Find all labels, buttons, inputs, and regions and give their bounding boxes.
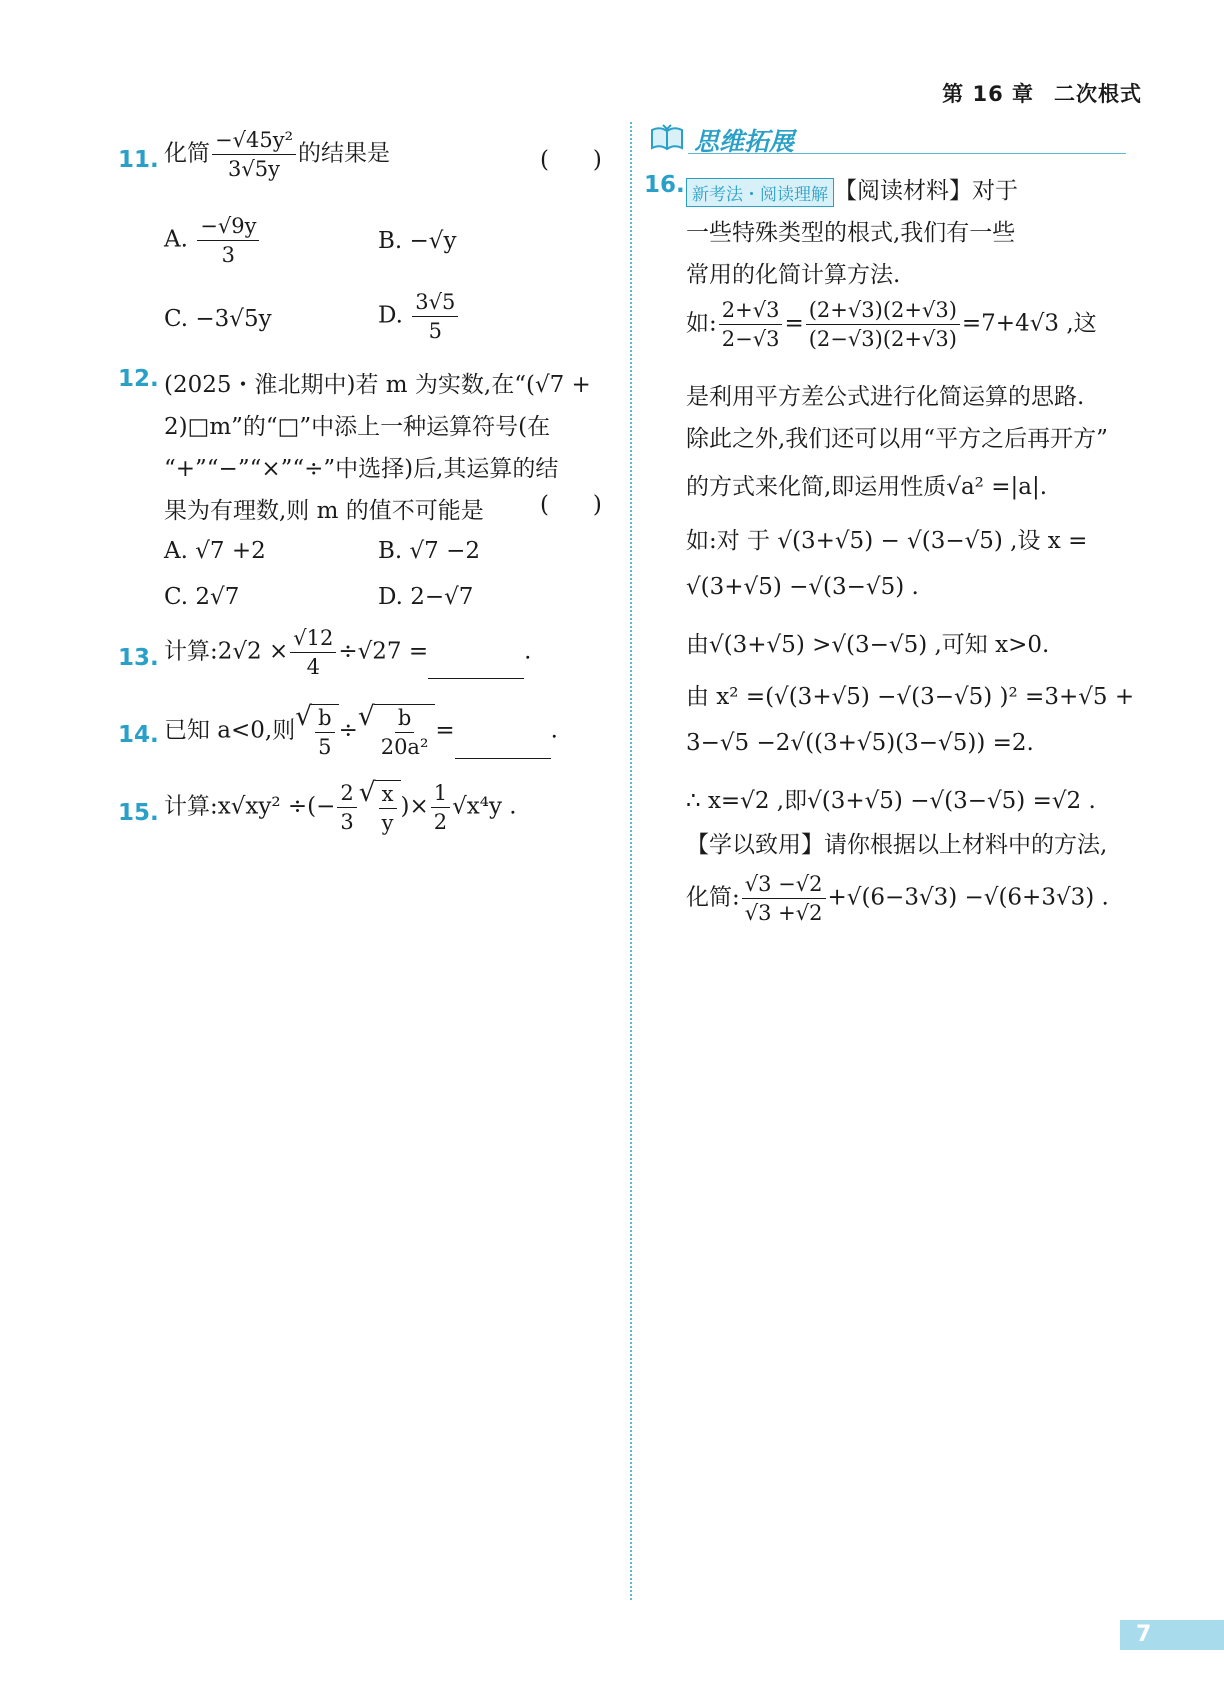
- fraction: [197, 214, 259, 267]
- denominator: √3 +√2: [744, 901, 823, 925]
- denominator: 4: [306, 655, 320, 679]
- stem-line: 果为有理数,则 m 的值不可能是: [164, 498, 484, 524]
- denominator: 5: [318, 735, 332, 759]
- stem-prefix: 已知 a<0,则: [164, 717, 296, 744]
- option-label: A.: [164, 538, 188, 564]
- denominator: 5: [428, 319, 442, 343]
- numerator: −√9y: [197, 214, 259, 241]
- denominator: (2−√3)(2+√3): [808, 327, 957, 351]
- stem-tail: =7+4√3 ,这: [961, 310, 1097, 337]
- option-text: −3√5y: [195, 306, 272, 332]
- answer-bracket: ( ): [540, 492, 602, 518]
- question-number: 13.: [118, 645, 159, 671]
- option-label: D.: [378, 584, 403, 610]
- numerator: √3 −√2: [742, 872, 826, 899]
- denominator: 3√5y: [228, 157, 280, 181]
- stem-line: 如:对 于 √(3+√5) − √(3−√5) ,设 x =: [686, 528, 1088, 554]
- stem-line: ∴ x=√2 ,即√(3+√5) −√(3−√5) =√2 .: [686, 788, 1096, 814]
- fraction: [806, 298, 960, 351]
- stem-line: 2)□m”的“□”中添上一种运算符号(在: [164, 414, 551, 440]
- numerator: 2+√3: [719, 298, 783, 325]
- stem-suffix: 的结果是: [297, 140, 390, 167]
- stem-line: 是利用平方差公式进行化简运算的思路.: [686, 384, 1085, 410]
- fraction: [315, 706, 334, 759]
- option-label: B.: [378, 538, 403, 564]
- chapter-title: 二次根式: [1054, 82, 1142, 106]
- section-header: [648, 122, 1136, 154]
- option-d: [378, 584, 473, 610]
- stem-line: 【学以致用】请你根据以上材料中的方法,: [686, 832, 1108, 858]
- numerator: b: [315, 706, 334, 733]
- stem-line: 一些特殊类型的根式,我们有一些: [686, 220, 1016, 246]
- stem-suffix: ÷√27 =: [338, 638, 429, 665]
- numerator: (2+√3)(2+√3): [806, 298, 960, 325]
- option-label: C.: [164, 306, 189, 332]
- option-c: [164, 584, 239, 610]
- numerator: x: [379, 782, 397, 809]
- stem-line: 3−√5 −2√((3+√5)(3−√5)) =2.: [686, 730, 1034, 756]
- open-paren: (−: [307, 793, 336, 820]
- chapter-label: 第 16 章: [942, 82, 1034, 106]
- numerator: √12: [290, 626, 336, 653]
- denominator: 3: [221, 243, 236, 267]
- question-number: 16.: [644, 172, 685, 198]
- section-title: 思维拓展: [694, 127, 795, 156]
- fraction: [290, 626, 336, 679]
- denominator: 2−√3: [721, 327, 780, 351]
- option-label: B.: [378, 228, 403, 254]
- option-text: 2√7: [195, 584, 240, 610]
- square-root: [295, 701, 338, 759]
- denominator: 3: [340, 810, 354, 834]
- option-b: [378, 228, 456, 254]
- radical-sign: √: [295, 701, 313, 732]
- fraction: [212, 128, 296, 181]
- example-1: [686, 298, 1097, 351]
- option-b: [378, 538, 480, 564]
- denominator: y: [381, 811, 394, 835]
- operator: ÷: [338, 717, 358, 744]
- stem-line: 由√(3+√5) >√(3−√5) ,可知 x>0.: [686, 632, 1050, 658]
- option-text: 2−√7: [410, 584, 474, 610]
- operator: =: [784, 310, 804, 337]
- page-number: 7: [1120, 1620, 1224, 1650]
- close-paren: )×: [400, 793, 429, 820]
- stem-prefix: 化简:: [686, 884, 740, 911]
- question-number: 14.: [118, 722, 159, 748]
- answer-blank[interactable]: [455, 735, 551, 759]
- stem-end: .: [550, 717, 558, 744]
- option-a: [164, 538, 266, 564]
- stem-prefix: 如:: [686, 310, 717, 337]
- stem-end: .: [524, 638, 532, 665]
- question-stem: [164, 701, 558, 759]
- question-stem: [164, 626, 531, 679]
- fraction: [742, 872, 826, 925]
- option-label: A.: [164, 226, 188, 253]
- numerator: −√45y²: [212, 128, 296, 155]
- question-stem: [164, 128, 390, 181]
- fraction: [431, 781, 450, 834]
- radical-sign: √: [358, 777, 376, 808]
- final-expression: [686, 872, 1109, 925]
- option-text: √7 +2: [195, 538, 266, 564]
- book-icon: [648, 122, 686, 152]
- option-text: √7 −2: [409, 538, 481, 564]
- option-c: [164, 306, 272, 332]
- numerator: b: [395, 706, 414, 733]
- fraction: [412, 290, 458, 343]
- denominator: 20a²: [380, 735, 429, 759]
- stem-tail: +√(6−3√3) −√(6+3√3) .: [827, 884, 1109, 911]
- answer-blank[interactable]: [428, 655, 524, 679]
- stem-line: 由 x² =(√(3+√5) −√(3−√5) )² =3+√5 +: [686, 684, 1135, 710]
- stem-text: 【阅读材料】对于: [834, 178, 1018, 204]
- fraction: [378, 706, 432, 759]
- question-number: 11.: [118, 147, 159, 173]
- denominator: 2: [433, 810, 448, 834]
- stem-line: “+”“−”“×”“÷”中选择)后,其运算的结: [164, 456, 559, 482]
- numerator: 2: [337, 781, 356, 808]
- option-d: [378, 290, 460, 343]
- question-number: 15.: [118, 800, 159, 826]
- question-number: 12.: [118, 366, 159, 392]
- square-root: [357, 701, 436, 759]
- fraction: [337, 781, 356, 834]
- column-divider: [630, 122, 632, 1600]
- stem-line: (2025・淮北期中)若 m 为实数,在“(√7 +: [164, 372, 591, 398]
- stem-line: √(3+√5) −√(3−√5) .: [686, 574, 919, 600]
- radicand: [311, 704, 338, 759]
- section-underline: [688, 153, 1126, 154]
- radicand: [374, 704, 436, 759]
- running-header: [942, 78, 1142, 108]
- option-label: C.: [164, 584, 189, 610]
- stem-line: 除此之外,我们还可以用“平方之后再开方”: [686, 426, 1108, 452]
- stem-tail: √x⁴y .: [452, 793, 517, 820]
- stem-prefix: 计算:x√xy² ÷: [164, 793, 308, 820]
- answer-bracket: ( ): [540, 147, 602, 173]
- stem-line: 的方式来化简,即运用性质√a² =|a|.: [686, 474, 1048, 500]
- question-tag: 新考法・阅读理解: [686, 178, 834, 207]
- operator: =: [435, 717, 455, 744]
- fraction: [379, 782, 397, 835]
- stem-prefix: 化简: [164, 140, 210, 167]
- option-a: [164, 214, 261, 267]
- numerator: 1: [431, 781, 450, 808]
- question-stem: [164, 777, 517, 835]
- radical-sign: √: [357, 701, 375, 732]
- fraction: [719, 298, 783, 351]
- option-text: −√y: [409, 228, 457, 254]
- option-label: D.: [378, 302, 403, 329]
- square-root: [358, 777, 401, 835]
- numerator: 3√5: [412, 290, 458, 317]
- stem-prefix: 计算:2√2 ×: [164, 638, 289, 665]
- radicand: [375, 780, 401, 835]
- stem-line: 常用的化简计算方法.: [686, 262, 901, 288]
- stem-line: [686, 172, 1018, 207]
